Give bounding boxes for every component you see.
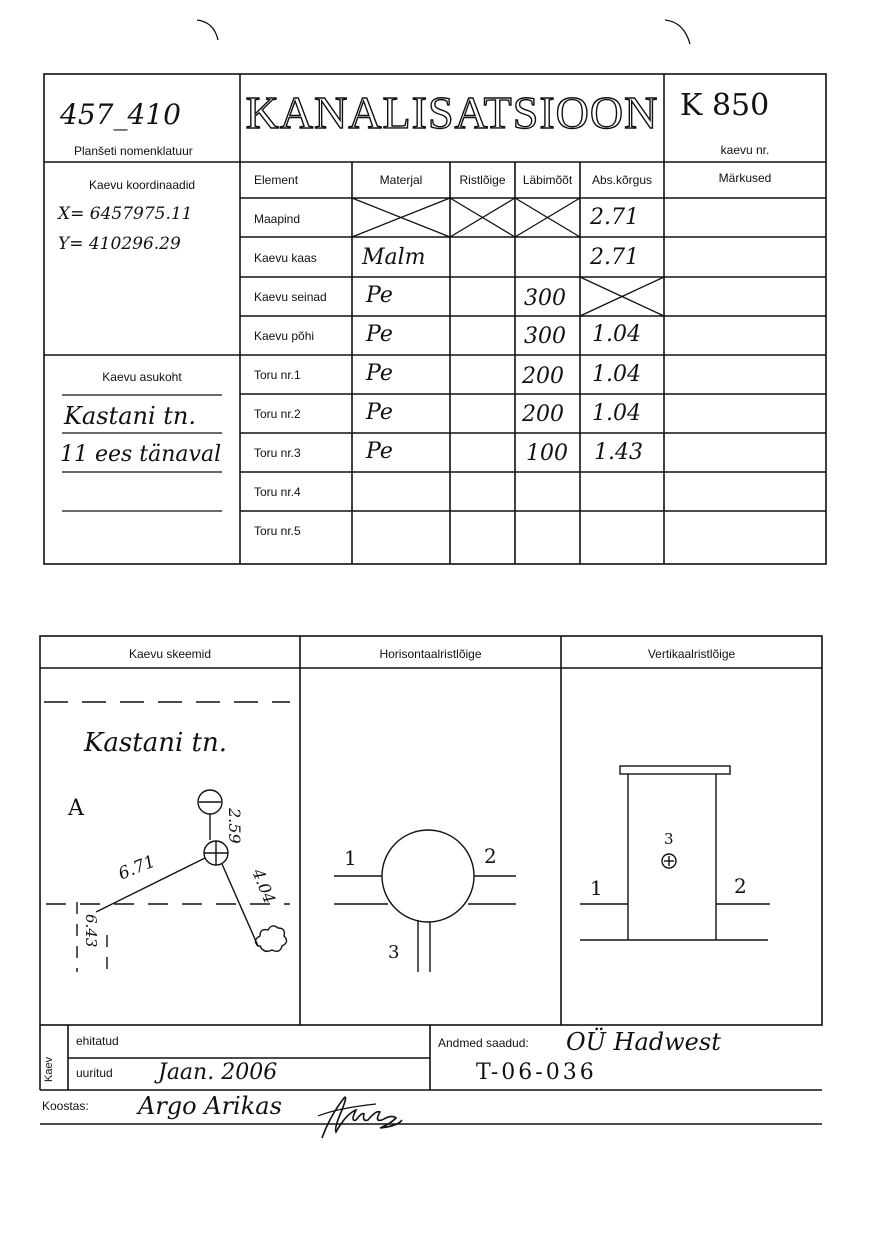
sketch-header-plan: Kaevu skeemid bbox=[128, 647, 212, 661]
location-line2: 11 ees tänaval bbox=[60, 442, 222, 467]
location-line1: Kastani tn. bbox=[64, 402, 196, 430]
row-material: Pe bbox=[366, 439, 393, 464]
v-pipe-3-label: 3 bbox=[664, 830, 674, 848]
built-label: ehitatud bbox=[76, 1034, 119, 1048]
dim-404: 4.04 bbox=[248, 866, 280, 907]
row-diameter: 100 bbox=[526, 441, 568, 466]
row-diameter: 300 bbox=[524, 324, 566, 349]
dim-671: 6.71 bbox=[115, 851, 159, 885]
row-element: Toru nr.3 bbox=[254, 446, 301, 460]
row-element: Toru nr.5 bbox=[254, 524, 301, 538]
row-elevation: 1.04 bbox=[592, 401, 641, 426]
row-element: Kaevu seinad bbox=[254, 290, 327, 304]
sketch-header-vertical: Vertikaalristlõige bbox=[647, 647, 736, 661]
h-pipe-2-label: 2 bbox=[484, 844, 497, 868]
sheet-number: 457_410 bbox=[60, 98, 181, 131]
signature bbox=[318, 1092, 414, 1144]
row-element: Toru nr.1 bbox=[254, 368, 301, 382]
row-material: Malm bbox=[362, 245, 426, 270]
row-elevation: 2.71 bbox=[590, 205, 639, 230]
sketch-street-name: Kastani tn. bbox=[84, 728, 227, 758]
row-elevation: 1.04 bbox=[592, 322, 641, 347]
row-diameter: 200 bbox=[522, 402, 564, 427]
h-pipe-1-label: 1 bbox=[344, 846, 357, 870]
data-source-code: T-06-036 bbox=[476, 1060, 597, 1085]
col-header-elevation: Abs.kõrgus bbox=[591, 173, 653, 187]
sketch-header-horizontal: Horisontaalristlõige bbox=[379, 647, 482, 661]
surveyed-label: uuritud bbox=[76, 1066, 113, 1080]
compiled-by: Argo Arikas bbox=[138, 1092, 282, 1120]
coordinate-y: Y= 410296.29 bbox=[58, 234, 181, 254]
well-number: K 850 bbox=[680, 88, 770, 123]
sketch-point-a: A bbox=[68, 796, 84, 821]
coordinate-x: X= 6457975.11 bbox=[58, 204, 193, 224]
row-element: Kaevu kaas bbox=[254, 251, 317, 265]
col-header-section: Ristlõige bbox=[459, 173, 506, 187]
well-label: kaevu nr. bbox=[720, 143, 770, 157]
data-source-label: Andmed saadud: bbox=[438, 1036, 529, 1050]
row-element: Toru nr.4 bbox=[254, 485, 301, 499]
v-pipe-2-label: 2 bbox=[734, 874, 747, 898]
row-diameter: 200 bbox=[522, 364, 564, 389]
v-pipe-1-label: 1 bbox=[590, 876, 603, 900]
row-material: Pe bbox=[366, 322, 393, 347]
row-elevation: 2.71 bbox=[590, 245, 639, 270]
row-element: Kaevu põhi bbox=[254, 329, 315, 343]
row-material: Pe bbox=[366, 361, 393, 386]
h-pipe-3-label: 3 bbox=[388, 942, 400, 963]
surveyed-date: Jaan. 2006 bbox=[158, 1060, 278, 1085]
row-element: Toru nr.2 bbox=[254, 407, 301, 421]
row-diameter: 300 bbox=[524, 286, 566, 311]
row-material: Pe bbox=[366, 400, 393, 425]
col-header-material: Materjal bbox=[379, 173, 423, 187]
page-title: KANALISATSIOON bbox=[245, 87, 659, 138]
sheet-label: Planšeti nomenklatuur bbox=[74, 144, 193, 158]
compiled-label: Koostas: bbox=[42, 1099, 89, 1113]
row-elevation: 1.43 bbox=[594, 440, 643, 465]
row-element: Maapind bbox=[254, 212, 301, 226]
dim-259: 2.59 bbox=[225, 808, 244, 844]
row-elevation: 1.04 bbox=[592, 362, 641, 387]
dim-643: 6.43 bbox=[82, 914, 100, 948]
col-header-element: Element bbox=[254, 173, 299, 187]
coordinates-label: Kaevu koordinaadid bbox=[88, 178, 196, 192]
row-material: Pe bbox=[366, 283, 393, 308]
well-side-label: Kaev bbox=[43, 1056, 55, 1082]
data-source-company: OÜ Hadwest bbox=[566, 1028, 721, 1056]
location-label: Kaevu asukoht bbox=[102, 370, 182, 384]
col-header-diameter: Läbimõõt bbox=[522, 173, 573, 187]
col-header-notes: Märkused bbox=[718, 171, 772, 185]
